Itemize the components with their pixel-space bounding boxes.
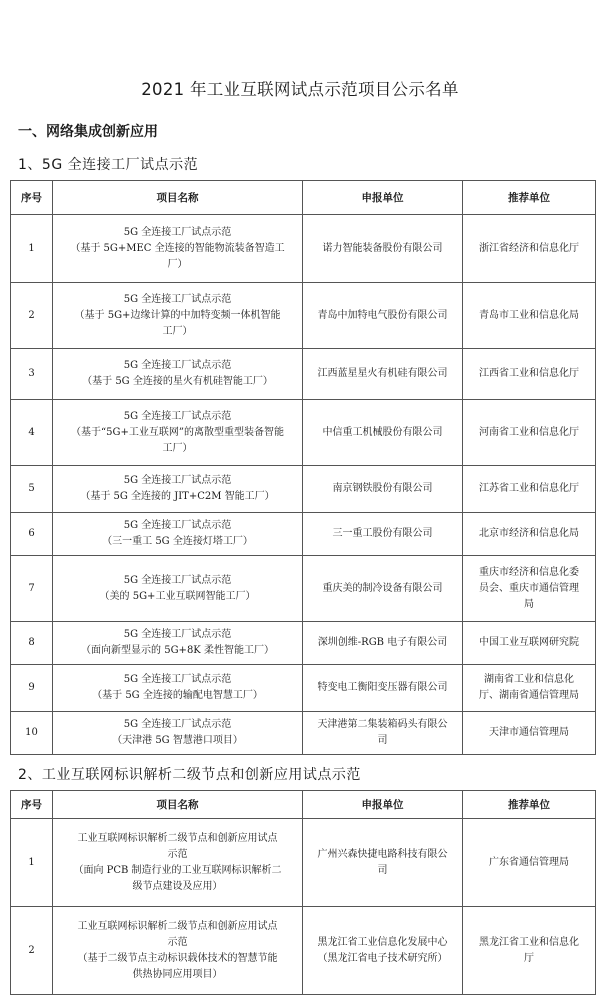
row-name <box>53 907 303 995</box>
unit-line: 司 <box>377 864 388 876</box>
row-rec <box>463 907 596 995</box>
name-line: 5G 全连接工厂试点示范 <box>123 360 232 371</box>
row-name <box>53 215 303 283</box>
name-line: 5G 全连接工厂试点示范 <box>123 520 232 531</box>
rec-line: 员会、重庆市通信管理 <box>479 582 579 594</box>
header-no: 序号 <box>11 181 53 215</box>
row-no: 6 <box>11 513 53 556</box>
name-line: （面向新型显示的 5G+8K 柔性智能工厂） <box>81 645 274 656</box>
row-unit: 青岛中加特电气股份有限公司 <box>303 283 463 349</box>
table-row <box>11 712 596 755</box>
rec-line: 重庆市经济和信息化委 <box>479 566 579 578</box>
row-name <box>53 466 303 513</box>
row-rec: 江苏省工业和信息化厅 <box>463 466 596 513</box>
name-line: （基于 5G 全连接的输配电智慧工厂） <box>92 690 263 701</box>
name-line: （天津港 5G 智慧港口项目） <box>112 735 243 746</box>
row-no: 9 <box>11 665 53 712</box>
name-line: 厂） <box>167 258 188 270</box>
name-line: （三一重工 5G 全连接灯塔工厂） <box>102 536 253 547</box>
name-line: 5G 全连接工厂试点示范 <box>123 226 232 238</box>
row-unit: 诺力智能装备股份有限公司 <box>303 215 463 283</box>
row-no: 1 <box>11 215 53 283</box>
header-unit: 申报单位 <box>303 181 463 215</box>
document-title: 2021 年工业互联网试点示范项目公示名单 <box>141 80 459 99</box>
table-row <box>11 665 596 712</box>
row-rec: 中国工业互联网研究院 <box>463 622 596 665</box>
name-line: （基于 5G+边缘计算的中加特变频一体机智能 <box>74 309 281 321</box>
rec-line: 局 <box>524 598 534 610</box>
row-name <box>53 513 303 556</box>
name-line: 供热协同应用项目） <box>132 968 223 980</box>
name-line: 级节点建设及应用） <box>132 880 223 892</box>
row-unit: 南京钢铁股份有限公司 <box>303 466 463 513</box>
row-name <box>53 665 303 712</box>
row-rec <box>463 556 596 622</box>
name-line: 工厂） <box>162 442 193 454</box>
table-row <box>11 513 596 556</box>
row-name <box>53 819 303 907</box>
unit-line: 天津港第二集装箱码头有限公 <box>317 719 448 730</box>
header-rec: 推荐单位 <box>463 791 596 819</box>
row-rec: 江西省工业和信息化厅 <box>463 349 596 400</box>
row-no: 2 <box>11 907 53 995</box>
name-line: （基于 5G 全连接的星火有机硅智能工厂） <box>82 376 273 387</box>
table-5g-factory <box>10 180 596 755</box>
name-line: 示范 <box>167 848 188 860</box>
row-no: 3 <box>11 349 53 400</box>
rec-line: 黑龙江省工业和信息化 <box>479 936 579 948</box>
rec-line: 厅、湖南省通信管理局 <box>479 690 579 701</box>
row-unit <box>303 712 463 755</box>
unit-line: 司 <box>377 735 388 746</box>
table-row <box>11 466 596 513</box>
row-rec <box>463 665 596 712</box>
row-unit: 江西蓝星星火有机硅有限公司 <box>303 349 463 400</box>
row-no: 5 <box>11 466 53 513</box>
header-no: 序号 <box>11 791 53 819</box>
row-rec: 青岛市工业和信息化局 <box>463 283 596 349</box>
row-name <box>53 622 303 665</box>
rec-line: 厅 <box>524 952 534 964</box>
name-line: （美的 5G+工业互联网智能工厂） <box>99 590 256 602</box>
subsection-heading-1: 1、5G 全连接工厂试点示范 <box>18 157 199 173</box>
row-unit: 特变电工衡阳变压器有限公司 <box>303 665 463 712</box>
row-no: 2 <box>11 283 53 349</box>
name-line: 5G 全连接工厂试点示范 <box>123 475 232 486</box>
row-rec: 浙江省经济和信息化厅 <box>463 215 596 283</box>
row-unit <box>303 907 463 995</box>
row-unit: 中信重工机械股份有限公司 <box>303 400 463 466</box>
header-name: 项目名称 <box>53 791 303 819</box>
row-no: 8 <box>11 622 53 665</box>
table-row <box>11 349 596 400</box>
header-rec: 推荐单位 <box>463 181 596 215</box>
name-line: 5G 全连接工厂试点示范 <box>123 629 232 640</box>
name-line: （基于 5G+MEC 全连接的智能物流装备智造工 <box>70 242 285 254</box>
table-row <box>11 400 596 466</box>
row-name <box>53 712 303 755</box>
row-unit: 深圳创维-RGB 电子有限公司 <box>303 622 463 665</box>
row-no: 10 <box>11 712 53 755</box>
table-row <box>11 907 596 995</box>
header-name: 项目名称 <box>53 181 303 215</box>
table-header-row <box>11 181 596 215</box>
row-rec: 广东省通信管理局 <box>463 819 596 907</box>
name-line: 5G 全连接工厂试点示范 <box>123 719 232 730</box>
row-name <box>53 556 303 622</box>
name-line: 工厂） <box>162 325 193 337</box>
name-line: 5G 全连接工厂试点示范 <box>123 674 232 685</box>
table-row <box>11 556 596 622</box>
name-line: （基于“5G+工业互联网”的离散型重型装备智能 <box>71 426 284 438</box>
table-identifier-resolution <box>10 790 596 995</box>
row-rec: 天津市通信管理局 <box>463 712 596 755</box>
name-line: 工业互联网标识解析二级节点和创新应用试点 <box>77 832 278 844</box>
section-heading: 一、网络集成创新应用 <box>18 124 158 140</box>
header-unit: 申报单位 <box>303 791 463 819</box>
name-line: （基于二级节点主动标识载体技术的智慧节能 <box>77 952 278 964</box>
name-line: 示范 <box>167 936 188 948</box>
row-no: 4 <box>11 400 53 466</box>
row-rec: 北京市经济和信息化局 <box>463 513 596 556</box>
subsection-heading-2: 2、工业互联网标识解析二级节点和创新应用试点示范 <box>18 767 361 783</box>
name-line: （面向 PCB 制造行业的工业互联网标识解析二 <box>73 864 282 876</box>
name-line: 5G 全连接工厂试点示范 <box>123 293 232 305</box>
unit-line: 黑龙江省工业信息化发展中心 <box>317 936 448 948</box>
table-row <box>11 819 596 907</box>
row-no: 1 <box>11 819 53 907</box>
unit-line: （黑龙江省电子技术研究所） <box>317 952 448 964</box>
table-header-row <box>11 791 596 819</box>
name-line: 5G 全连接工厂试点示范 <box>123 410 232 422</box>
name-line: 工业互联网标识解析二级节点和创新应用试点 <box>77 920 278 932</box>
rec-line: 湖南省工业和信息化 <box>484 674 574 685</box>
row-name <box>53 349 303 400</box>
name-line: （基于 5G 全连接的 JIT+C2M 智能工厂） <box>80 491 275 502</box>
table-row <box>11 283 596 349</box>
row-unit: 重庆美的制冷设备有限公司 <box>303 556 463 622</box>
row-rec: 河南省工业和信息化厅 <box>463 400 596 466</box>
table-row <box>11 622 596 665</box>
table-row <box>11 215 596 283</box>
row-unit <box>303 819 463 907</box>
unit-line: 广州兴森快捷电路科技有限公 <box>317 848 448 860</box>
name-line: 5G 全连接工厂试点示范 <box>123 574 232 586</box>
row-unit: 三一重工股份有限公司 <box>303 513 463 556</box>
row-no: 7 <box>11 556 53 622</box>
row-name <box>53 400 303 466</box>
row-name <box>53 283 303 349</box>
